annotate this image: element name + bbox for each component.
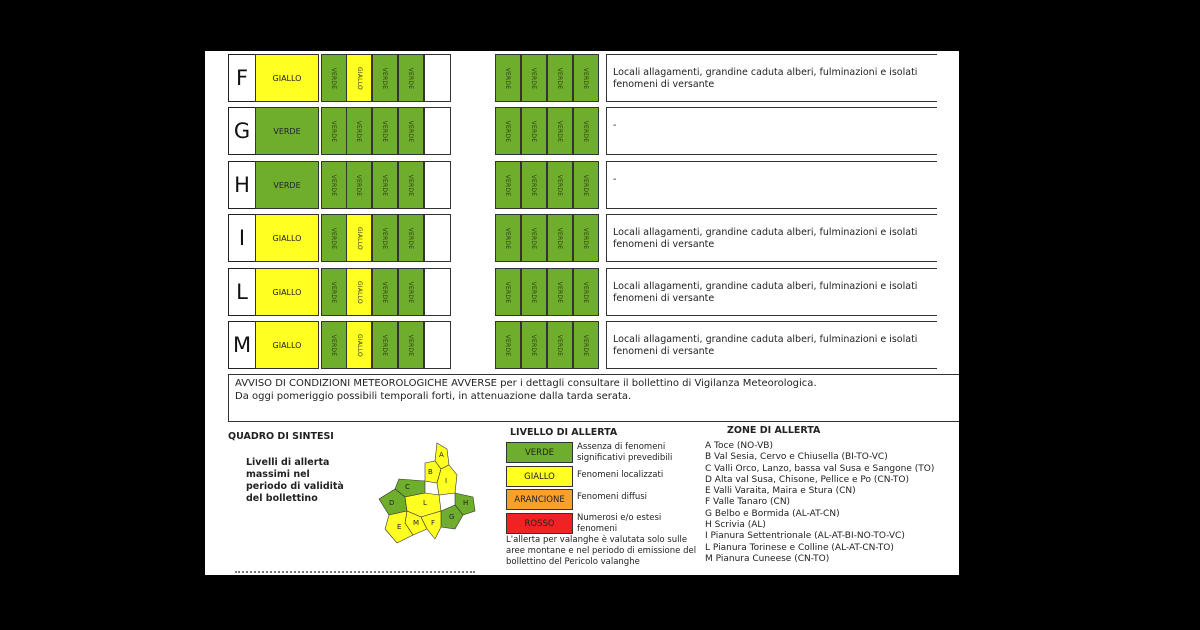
max-alert-level: GIALLO: [255, 214, 319, 262]
alert-zone-item: A Toce (NO-VB): [705, 441, 773, 451]
period-level-label: VERDE: [330, 67, 338, 89]
zone-letter: H: [228, 161, 255, 209]
period-level-label: VERDE: [381, 120, 389, 142]
legend-desc-verde: Assenza di fenomeni significativi prevedibili: [577, 442, 673, 463]
map-label-l: L: [423, 499, 427, 507]
map-label-h: H: [463, 499, 469, 507]
period-level-cell: [346, 268, 372, 316]
period-level-label: VERDE: [407, 67, 415, 89]
phenomena-description: -: [606, 107, 937, 155]
zone-letter: G: [228, 107, 255, 155]
empty-cell: [424, 214, 451, 262]
period-level-label: VERDE: [407, 227, 415, 249]
risk-level-cell: [495, 268, 521, 316]
max-alert-level: GIALLO: [255, 54, 319, 102]
alert-zone-item: L Pianura Torinese e Colline (AL-AT-CN-TO): [705, 542, 894, 553]
cut-off-footer-text: [235, 571, 475, 575]
table-row: [228, 54, 959, 102]
phenomena-description: Locali allagamenti, grandine caduta alberi, fulminazioni e isolati fenomeni di versante: [606, 214, 937, 262]
period-level-cell: [372, 214, 398, 262]
summary-text: Livelli di allerta massimi nel periodo di validità del bollettino: [246, 457, 344, 504]
period-level-label: VERDE: [381, 281, 389, 303]
risk-level-cell: [573, 214, 599, 262]
period-level-cell: [346, 214, 372, 262]
avalanche-note: L'allerta per valanghe è valutata solo sulle aree montane e nel periodo di emissione del bollettino del Pericolo valanghe: [506, 535, 697, 567]
risk-level-cell: [495, 107, 521, 155]
map-label-i: I: [445, 477, 448, 485]
risk-level-label: VERDE: [504, 120, 512, 142]
risk-level-cell: [573, 54, 599, 102]
risk-level-label: VERDE: [530, 174, 538, 196]
period-level-label: VERDE: [407, 334, 415, 356]
max-alert-level: GIALLO: [255, 268, 319, 316]
risk-level-cell: [521, 321, 547, 369]
alert-zone-item: M Pianura Cuneese (CN-TO): [705, 553, 830, 564]
risk-level-cell: [547, 107, 573, 155]
risk-level-cell: [573, 268, 599, 316]
period-level-cell: [398, 161, 424, 209]
risk-level-cell: [521, 107, 547, 155]
zone-letter: M: [228, 321, 255, 369]
period-level-label: VERDE: [381, 174, 389, 196]
risk-level-label: VERDE: [530, 334, 538, 356]
risk-level-label: VERDE: [556, 227, 564, 249]
period-level-cell: [346, 321, 372, 369]
alert-zone-item: B Val Sesia, Cervo e Chiusella (BI-TO-VC): [705, 452, 888, 463]
risk-level-label: VERDE: [530, 281, 538, 303]
risk-level-cell: [547, 268, 573, 316]
period-level-label: GIALLO: [355, 66, 363, 90]
period-level-cell: [321, 54, 347, 102]
map-label-d: D: [389, 499, 395, 507]
risk-level-cell: [573, 161, 599, 209]
period-level-label: VERDE: [407, 174, 415, 196]
period-level-label: GIALLO: [355, 226, 363, 250]
map-label-b: B: [428, 468, 433, 476]
period-level-cell: [398, 214, 424, 262]
table-row: [228, 321, 959, 369]
risk-level-label: VERDE: [504, 174, 512, 196]
risk-level-cell: [495, 161, 521, 209]
risk-level-cell: [495, 214, 521, 262]
risk-level-label: VERDE: [582, 120, 590, 142]
period-level-cell: [398, 54, 424, 102]
map-label-m: M: [413, 519, 420, 527]
piemonte-alert-map: [375, 439, 485, 549]
period-level-cell: [321, 321, 347, 369]
alert-zone-item: E Valli Varaita, Maira e Stura (CN): [705, 486, 856, 497]
period-level-cell: [372, 161, 398, 209]
alert-zones-list: [705, 441, 934, 565]
alert-zone-item: G Belbo e Bormida (AL-AT-CN): [705, 508, 840, 519]
warning-line-2: Da oggi pomeriggio possibili temporali forti, in attenuazione dalla tarda serata.: [235, 391, 632, 402]
period-level-cell: [321, 161, 347, 209]
risk-level-label: VERDE: [556, 67, 564, 89]
empty-cell: [424, 54, 451, 102]
map-label-e: E: [397, 523, 402, 531]
risk-level-cell: [521, 214, 547, 262]
period-level-cell: [346, 107, 372, 155]
period-level-label: GIALLO: [355, 280, 363, 304]
period-level-label: VERDE: [330, 227, 338, 249]
risk-level-cell: [521, 268, 547, 316]
period-level-cell: [321, 268, 347, 316]
table-row: [228, 107, 959, 155]
risk-level-label: VERDE: [582, 281, 590, 303]
alert-zone-item: D Alta val Susa, Chisone, Pellice e Po (CN-TO): [705, 474, 909, 485]
period-level-label: VERDE: [330, 334, 338, 356]
warning-line-1: AVVISO DI CONDIZIONI METEOROLOGICHE AVVERSE per i dettagli consultare il bollettino di Vigilanza Meteorologica.: [235, 378, 817, 389]
risk-level-label: VERDE: [504, 281, 512, 303]
alert-zone-item: C Valli Orco, Lanzo, bassa val Susa e Sangone (TO): [705, 463, 935, 474]
period-level-label: VERDE: [407, 120, 415, 142]
zone-letter: F: [228, 54, 255, 102]
period-level-cell: [398, 268, 424, 316]
empty-cell: [424, 107, 451, 155]
summary-heading: QUADRO DI SINTESI: [228, 431, 334, 442]
max-alert-level: VERDE: [255, 161, 319, 209]
phenomena-description: Locali allagamenti, grandine caduta alberi, fulminazioni e isolati fenomeni di versante: [606, 321, 937, 369]
weather-warning-notice: [228, 374, 959, 422]
period-level-cell: [321, 214, 347, 262]
risk-level-cell: [521, 54, 547, 102]
period-level-label: VERDE: [330, 281, 338, 303]
period-level-cell: [372, 268, 398, 316]
legend-arancione: ARANCIONE: [506, 489, 573, 510]
table-row: [228, 161, 959, 209]
alert-zone-item: H Scrivia (AL): [705, 520, 766, 531]
risk-level-label: VERDE: [582, 174, 590, 196]
map-label-g: G: [449, 513, 455, 521]
period-level-cell: [372, 107, 398, 155]
period-level-label: VERDE: [381, 227, 389, 249]
legend-rosso: ROSSO: [506, 513, 573, 534]
period-level-cell: [398, 107, 424, 155]
risk-level-cell: [547, 214, 573, 262]
risk-level-cell: [495, 321, 521, 369]
map-label-a: A: [439, 451, 444, 459]
risk-level-label: VERDE: [582, 334, 590, 356]
table-row: [228, 268, 959, 316]
risk-level-label: VERDE: [504, 67, 512, 89]
alert-zone-item: F Valle Tanaro (CN): [705, 497, 791, 508]
risk-level-cell: [547, 321, 573, 369]
legend-desc-giallo: Fenomeni localizzati: [577, 470, 664, 480]
period-level-cell: [398, 321, 424, 369]
phenomena-description: Locali allagamenti, grandine caduta alberi, fulminazioni e isolati fenomeni di versante: [606, 268, 937, 316]
risk-level-cell: [521, 161, 547, 209]
risk-level-cell: [547, 161, 573, 209]
empty-cell: [424, 321, 451, 369]
period-level-label: VERDE: [330, 174, 338, 196]
map-label-c: C: [405, 483, 410, 491]
phenomena-description: Locali allagamenti, grandine caduta alberi, fulminazioni e isolati fenomeni di versante: [606, 54, 937, 102]
period-level-label: VERDE: [330, 120, 338, 142]
phenomena-description: -: [606, 161, 937, 209]
zone-letter: L: [228, 268, 255, 316]
period-level-label: VERDE: [407, 281, 415, 303]
risk-level-label: VERDE: [582, 67, 590, 89]
risk-level-label: VERDE: [504, 227, 512, 249]
legend-desc-arancione: Fenomeni diffusi: [577, 492, 647, 502]
map-label-f: F: [431, 519, 436, 527]
risk-level-label: VERDE: [582, 227, 590, 249]
legend-giallo: GIALLO: [506, 466, 573, 487]
period-level-cell: [346, 54, 372, 102]
zone-letter: I: [228, 214, 255, 262]
risk-level-label: VERDE: [504, 334, 512, 356]
risk-level-label: VERDE: [556, 120, 564, 142]
period-level-label: VERDE: [355, 120, 363, 142]
period-level-cell: [372, 54, 398, 102]
risk-level-cell: [495, 54, 521, 102]
period-level-label: VERDE: [381, 67, 389, 89]
risk-level-cell: [547, 54, 573, 102]
period-level-cell: [372, 321, 398, 369]
alert-zones-heading: ZONE DI ALLERTA: [727, 425, 821, 436]
risk-level-label: VERDE: [556, 334, 564, 356]
period-level-label: GIALLO: [355, 333, 363, 357]
table-row: [228, 214, 959, 262]
period-level-label: VERDE: [381, 334, 389, 356]
period-level-label: VERDE: [355, 174, 363, 196]
risk-level-label: VERDE: [530, 67, 538, 89]
alert-zone-item: I Pianura Settentrionale (AL-AT-BI-NO-TO-VC): [705, 531, 905, 542]
risk-level-label: VERDE: [556, 281, 564, 303]
legend-desc-rosso: Numerosi e/o estesi fenomeni: [577, 513, 662, 534]
period-level-cell: [321, 107, 347, 155]
alert-level-heading: LIVELLO DI ALLERTA: [510, 427, 618, 438]
risk-level-label: VERDE: [530, 227, 538, 249]
period-level-cell: [346, 161, 372, 209]
risk-level-cell: [573, 107, 599, 155]
risk-level-label: VERDE: [530, 120, 538, 142]
legend-verde: VERDE: [506, 442, 573, 463]
risk-level-cell: [573, 321, 599, 369]
max-alert-level: VERDE: [255, 107, 319, 155]
max-alert-level: GIALLO: [255, 321, 319, 369]
empty-cell: [424, 268, 451, 316]
risk-level-label: VERDE: [556, 174, 564, 196]
empty-cell: [424, 161, 451, 209]
bulletin-document: [205, 51, 959, 575]
